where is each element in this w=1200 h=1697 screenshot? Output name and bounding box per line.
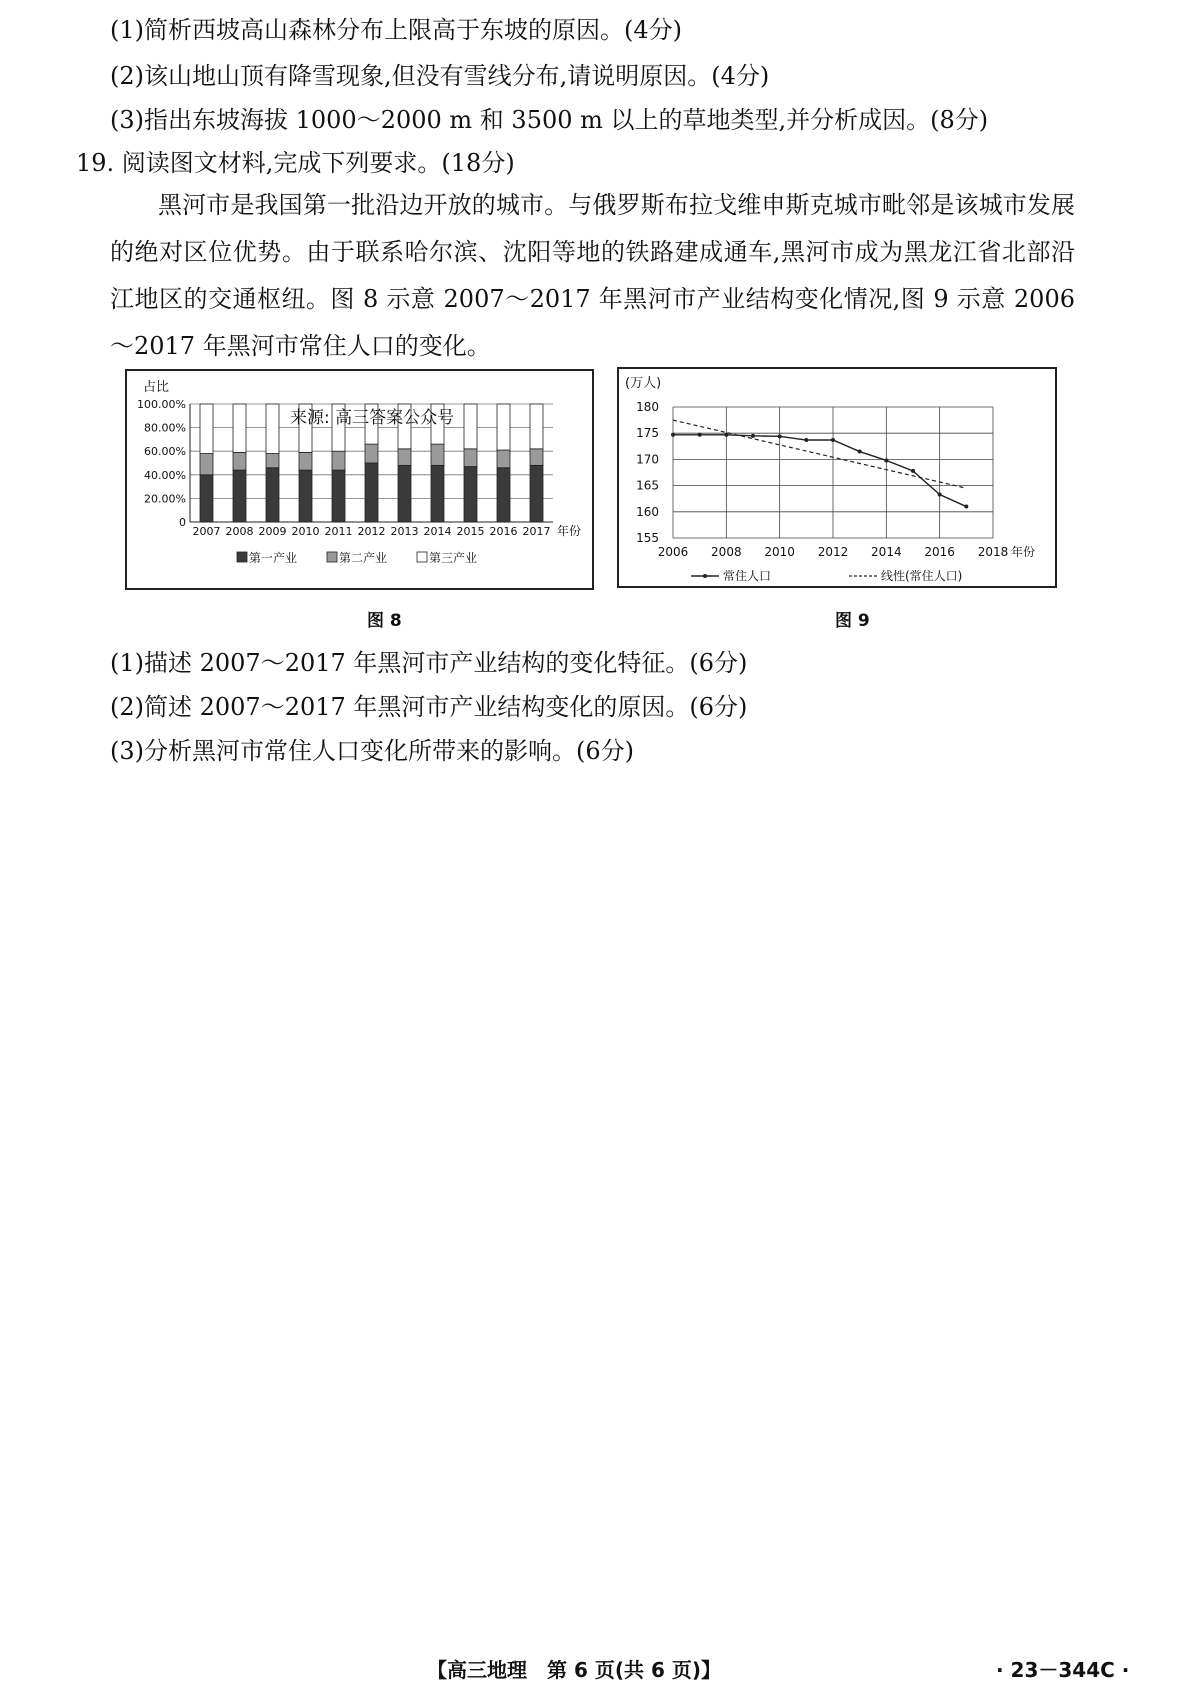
x-tick-label: 2012 bbox=[357, 525, 386, 538]
bar-tertiary-industry bbox=[266, 404, 279, 454]
legend-swatch bbox=[237, 552, 247, 562]
population-point bbox=[911, 469, 915, 473]
population-point bbox=[804, 438, 808, 442]
y-axis-title: (万人) bbox=[625, 376, 662, 391]
bar-primary-industry bbox=[233, 470, 246, 522]
x-tick-label: 2016 bbox=[489, 525, 518, 538]
legend-label: 第一产业 bbox=[249, 551, 298, 565]
y-tick-label: 170 bbox=[636, 452, 659, 467]
legend-label: 线性(常住人口) bbox=[881, 569, 963, 583]
prev-question-item-1: (1)简析西坡高山森林分布上限高于东坡的原因。(4分) bbox=[110, 16, 682, 44]
x-tick-label: 2015 bbox=[456, 525, 485, 538]
x-tick-label: 2012 bbox=[817, 545, 849, 559]
x-tick-label: 2008 bbox=[225, 525, 254, 538]
y-axis-title: 占比 bbox=[143, 380, 170, 395]
y-tick-label: 180 bbox=[636, 400, 659, 414]
bar-primary-industry bbox=[332, 470, 345, 522]
population-point bbox=[671, 433, 675, 437]
bar-primary-industry bbox=[497, 468, 510, 522]
population-line bbox=[673, 435, 966, 507]
y-tick-label: 165 bbox=[636, 478, 659, 493]
bar-secondary-industry bbox=[530, 449, 543, 466]
population-point bbox=[884, 458, 888, 462]
figure-8-stacked-bar-chart bbox=[127, 371, 592, 588]
bar-secondary-industry bbox=[497, 450, 510, 468]
x-tick-label: 2017 bbox=[522, 525, 551, 538]
x-tick-label: 2018 bbox=[977, 545, 1009, 559]
bar-tertiary-industry bbox=[530, 404, 543, 449]
legend-label: 常住人口 bbox=[723, 569, 772, 583]
bar-tertiary-industry bbox=[497, 404, 510, 450]
x-axis-title: 年份 bbox=[1011, 545, 1036, 559]
linear-trend-line bbox=[673, 420, 966, 488]
bar-primary-industry bbox=[299, 470, 312, 522]
bar-secondary-industry bbox=[233, 452, 246, 470]
question-19-sub-2: (2)简述 2007～2017 年黑河市产业结构变化的原因。(6分) bbox=[110, 693, 748, 721]
x-tick-label: 2011 bbox=[324, 525, 353, 538]
x-axis-title: 年份 bbox=[557, 524, 582, 538]
bar-primary-industry bbox=[266, 468, 279, 522]
population-point bbox=[751, 434, 755, 438]
bar-secondary-industry bbox=[266, 454, 279, 468]
y-tick-label: 80.00% bbox=[144, 421, 186, 435]
figure-8-caption: 图 8 bbox=[367, 611, 402, 631]
bar-tertiary-industry bbox=[200, 404, 213, 454]
bar-secondary-industry bbox=[200, 454, 213, 475]
population-point bbox=[831, 438, 835, 442]
bar-secondary-industry bbox=[464, 449, 477, 467]
y-tick-label: 155 bbox=[636, 531, 659, 545]
x-tick-label: 2010 bbox=[764, 545, 795, 559]
population-point bbox=[698, 433, 702, 437]
bar-primary-industry bbox=[431, 465, 444, 522]
x-tick-label: 2014 bbox=[871, 545, 902, 559]
x-tick-label: 2010 bbox=[291, 525, 320, 538]
legend-label: 第三产业 bbox=[429, 551, 478, 565]
y-tick-label: 0 bbox=[179, 516, 186, 529]
y-tick-label: 40.00% bbox=[144, 468, 186, 482]
x-tick-label: 2008 bbox=[711, 545, 742, 559]
y-tick-label: 20.00% bbox=[144, 492, 186, 506]
x-tick-label: 2016 bbox=[924, 545, 955, 559]
bar-primary-industry bbox=[464, 467, 477, 522]
bar-secondary-industry bbox=[365, 444, 378, 463]
prev-question-item-2: (2)该山地山顶有降雪现象,但没有雪线分布,请说明原因。(4分) bbox=[110, 62, 770, 90]
x-tick-label: 2007 bbox=[192, 525, 221, 538]
legend-marker bbox=[703, 574, 707, 578]
bar-secondary-industry bbox=[398, 449, 411, 466]
bar-tertiary-industry bbox=[464, 404, 477, 449]
y-tick-label: 160 bbox=[636, 504, 659, 519]
question-19-material: 黑河市是我国第一批沿边开放的城市。与俄罗斯布拉戈维申斯克城市毗邻是该城市发展的绝对区位优势。由于联系哈尔滨、沈阳等地的铁路建成通车,黑河市成为黑龙江省北部沿江地区的交通枢纽。图 8 示意 2007～2017 年黑河市产业结构变化情况,图 9 示意 2006～2017 年黑河市常住人口的变化。 bbox=[110, 191, 1075, 360]
y-tick-label: 100.00% bbox=[137, 398, 186, 411]
legend-swatch bbox=[417, 552, 427, 562]
page-footer: 【高三地理 第 6 页(共 6 页)】 bbox=[427, 1658, 721, 1682]
x-tick-label: 2013 bbox=[390, 525, 419, 538]
question-19-sub-3: (3)分析黑河市常住人口变化所带来的影响。(6分) bbox=[110, 737, 634, 765]
legend-swatch bbox=[327, 552, 337, 562]
x-tick-label: 2006 bbox=[657, 545, 689, 559]
bar-primary-industry bbox=[530, 465, 543, 522]
population-point bbox=[964, 505, 968, 509]
figure-8-frame bbox=[125, 369, 594, 590]
population-point bbox=[778, 434, 782, 438]
y-tick-label: 60.00% bbox=[144, 445, 186, 459]
bar-primary-industry bbox=[398, 465, 411, 522]
exam-code: · 23－344C · bbox=[996, 1658, 1130, 1682]
population-point bbox=[858, 450, 862, 454]
legend-label: 第二产业 bbox=[339, 551, 388, 565]
y-tick-label: 175 bbox=[636, 426, 659, 441]
bar-tertiary-industry bbox=[233, 404, 246, 452]
figure-9-frame bbox=[617, 367, 1057, 588]
question-19-heading: 19. 阅读图文材料,完成下列要求。(18分) bbox=[76, 149, 515, 177]
question-19-sub-1: (1)描述 2007～2017 年黑河市产业结构的变化特征。(6分) bbox=[110, 649, 748, 677]
bar-primary-industry bbox=[200, 475, 213, 522]
x-tick-label: 2009 bbox=[258, 525, 287, 538]
bar-secondary-industry bbox=[431, 444, 444, 465]
x-tick-label: 2014 bbox=[423, 525, 452, 538]
prev-question-item-3: (3)指出东坡海拔 1000～2000 m 和 3500 m 以上的草地类型,并分析成因。(8分) bbox=[110, 106, 989, 134]
bar-secondary-industry bbox=[332, 451, 345, 470]
bar-secondary-industry bbox=[299, 452, 312, 470]
figure-9-line-chart bbox=[619, 369, 1055, 586]
figure-9-caption: 图 9 bbox=[835, 611, 870, 631]
bar-primary-industry bbox=[365, 463, 378, 522]
watermark-text: 来源: 高三答案公众号 bbox=[290, 408, 455, 428]
population-point bbox=[938, 493, 942, 497]
